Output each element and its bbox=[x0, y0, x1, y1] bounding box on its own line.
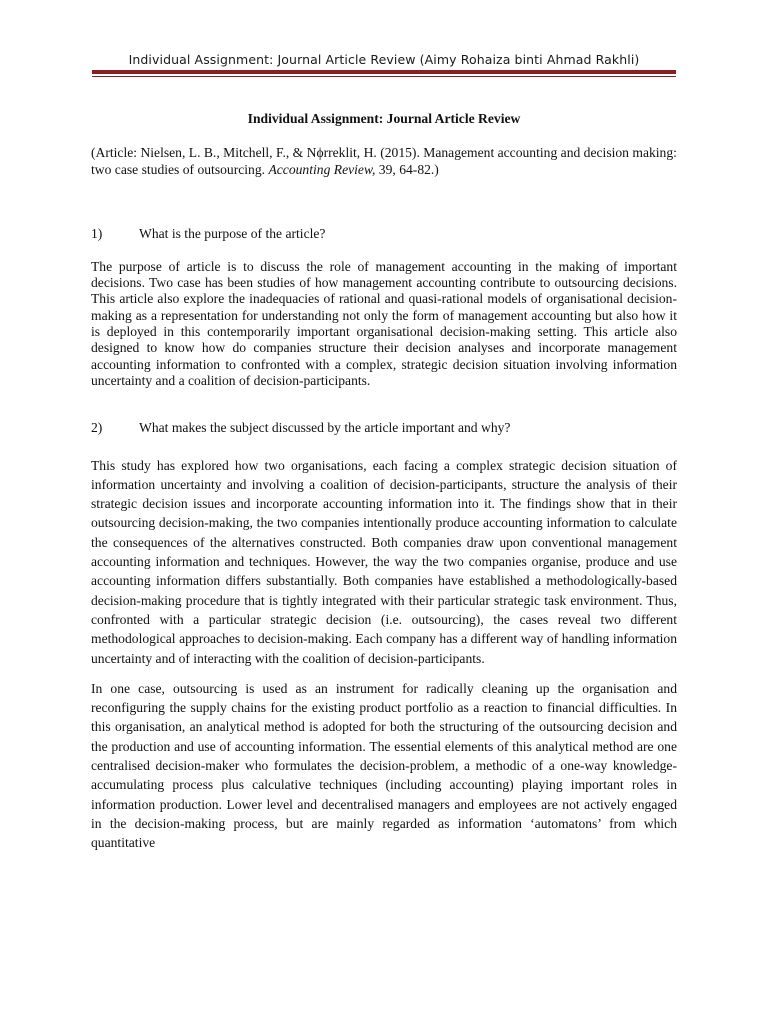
citation-suffix: 39, 64-82.) bbox=[375, 161, 439, 177]
question-1-number: 1) bbox=[91, 226, 103, 242]
document-title: Individual Assignment: Journal Article Review bbox=[247, 111, 521, 126]
answer-2-paragraph-2: In one case, outsourcing is used as an instrument for radically cleaning up the organisation and reconfiguring the supply chains for the existing product portfolio as a reaction to financial difficulties. In this organisation, an analytical method is adopted for both the structuring of the outsourcing decision and the production and use of accounting information. The essential elements of this analytical method are one centralised decision-maker who formulates the decision-problem, a methodic of a one-way knowledge-accumulating process plus calculative techniques (including accounting) playing important roles in information production. Lower level and decentralised managers and employees are not actively engaged in the decision-making process, but are mainly regarded as information ‘automatons’ from which quantitative bbox=[91, 680, 677, 851]
header-rule-thin bbox=[92, 76, 676, 77]
answer-1: The purpose of article is to discuss the role of management accounting in the making of important decisions. Two case has been studies of how management accounting contribute to outsourcing decisions. This article also explore the inadequacies of rational and quasi-rational models of organisational decision-making as a representation for understanding not only the form of management accounting but also how it is deployed in this contemporarily important organisational decision-making setting. This article also designed to know how do companies structure their decision analyses and incorporate management accounting information to confronted with a complex, strategic decision situation involving information uncertainty and a coalition of decision-participants. bbox=[91, 258, 677, 388]
question-2-number: 2) bbox=[91, 420, 103, 436]
question-1 bbox=[91, 226, 677, 242]
answer-2-paragraph-1: This study has explored how two organisations, each facing a complex strategic decision situation of information uncertainty and involving a coalition of decision-participants, structure the analysis of their strategic decision issues and incorporate accounting information into it. The findings show that in their outsourcing decision-making, the two companies intentionally produce accounting information to calculate the consequences of the alternatives constructed. Both companies draw upon conventional management accounting information and techniques. However, the way the two companies organise, produce and use accounting information differs substantially. Both companies have established a methodologically-based decision-making procedure that is tightly integrated with their particular strategic task environment. Thus, confronted with a particular strategic decision (i.e. outsourcing), the cases reveal two different methodological approaches to decision-making. Each company has a different way of handling information uncertainty and of interacting with the coalition of decision-participants. bbox=[91, 457, 677, 666]
document-body bbox=[91, 111, 677, 853]
header-rule-thick bbox=[92, 70, 676, 74]
article-citation bbox=[91, 145, 677, 178]
question-2-text: What makes the subject discussed by the article important and why? bbox=[139, 420, 511, 436]
question-2 bbox=[91, 420, 677, 436]
question-1-text: What is the purpose of the article? bbox=[139, 226, 326, 242]
page-header: Individual Assignment: Journal Article Review (Aimy Rohaiza binti Ahmad Rakhli) bbox=[128, 52, 640, 67]
citation-prefix: (Article: Nielsen, L. B., Mitchell, F., & Nϕrreklit, H. (2015). Management accounting and decision making: two case studies of outsourcing. bbox=[91, 145, 677, 177]
citation-journal: Accounting Review, bbox=[268, 161, 376, 177]
